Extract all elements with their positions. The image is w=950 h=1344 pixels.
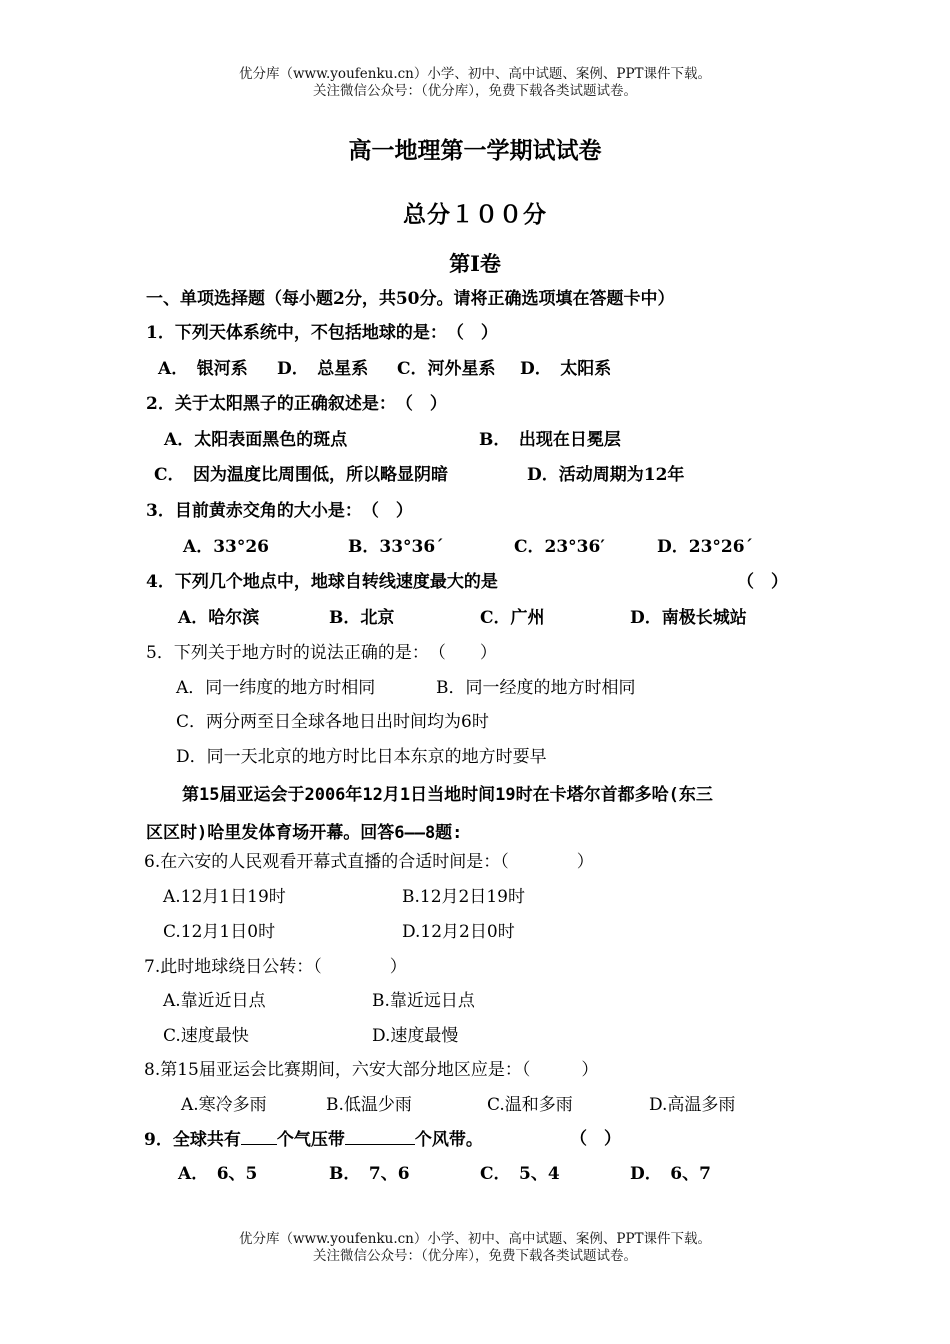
question-5-stem: 5．下列关于地方时的说法正确的是： （ ）: [146, 643, 497, 663]
q7-option-c: C.速度最快: [163, 1026, 249, 1046]
q9-option-c: C． 5、4: [480, 1164, 560, 1184]
exam-title: 高一地理第一学期试试卷: [348, 137, 602, 164]
q6-option-b: B.12月2日19时: [402, 887, 525, 907]
q8-option-b: B.低温少雨: [326, 1095, 412, 1115]
q1-option-d: D． 太阳系: [520, 359, 612, 379]
q8-option-d: D.高温多雨: [649, 1095, 736, 1115]
q6-option-a: A.12月1日19时: [163, 887, 286, 907]
q8-option-a: A.寒冷多雨: [181, 1095, 267, 1115]
volume-label: 第Ⅰ卷: [449, 251, 501, 276]
q9-blank-2: [345, 1128, 415, 1145]
q9-stem-part-2: 个气压带: [276, 1130, 345, 1150]
question-4-answer-paren: （ ）: [737, 572, 788, 592]
q1-option-b: D． 总星系: [277, 359, 369, 379]
q7-option-d: D.速度最慢: [372, 1026, 459, 1046]
q9-blank-1: [241, 1128, 277, 1145]
q6-option-d: D.12月2日0时: [402, 922, 515, 942]
q4-option-c: C．广州: [480, 608, 545, 628]
question-1-stem: 1．下列天体系统中，不包括地球的是： （ ）: [146, 323, 498, 343]
question-8-stem: 8.第15届亚运会比赛期间，六安大部分地区应是：（ ）: [144, 1060, 599, 1080]
q9-option-b: B． 7、6: [329, 1164, 410, 1184]
q5-option-b: B．同一经度的地方时相同: [436, 678, 636, 698]
header-line-1: 优分库（www.youfenku.cn）小学、初中、高中试题、案例、PPT课件下载。: [238, 66, 712, 82]
page-header: [0, 66, 950, 100]
q9-option-d: D． 6、7: [630, 1164, 711, 1184]
q5-option-a: A．同一纬度的地方时相同: [176, 678, 376, 698]
question-9-stem: [144, 1128, 483, 1151]
q1-option-c: C．河外星系: [397, 359, 496, 379]
q9-option-a: A． 6、5: [178, 1164, 258, 1184]
q2-option-c: C． 因为温度比周围低，所以略显阴暗: [154, 465, 449, 485]
question-9-answer-paren: （ ）: [570, 1129, 621, 1149]
q2-option-b: B． 出现在日冕层: [479, 430, 621, 450]
total-score: 总分１００分: [403, 201, 547, 228]
question-4-stem: 4．下列几个地点中，地球自转线速度最大的是: [146, 572, 498, 592]
footer-line-1: 优分库（www.youfenku.cn）小学、初中、高中试题、案例、PPT课件下载。: [238, 1231, 712, 1247]
footer-line-2: 关注微信公众号：（优分库），免费下载各类试题试卷。: [313, 1248, 637, 1264]
q9-stem-part-3: 个风带。: [414, 1130, 483, 1150]
q3-option-b: B．33°36´: [348, 537, 444, 557]
question-6-stem: 6.在六安的人民观看开幕式直播的合适时间是：（ ）: [144, 852, 594, 872]
passage-line-1: 第15届亚运会于2006年12月1日当地时间19时在卡塔尔首都多哈(东三: [182, 785, 713, 805]
q2-option-a: A．太阳表面黑色的斑点: [164, 430, 348, 450]
q1-option-a: A． 银河系: [158, 359, 248, 379]
q5-option-d: D．同一天北京的地方时比日本东京的地方时要早: [176, 747, 547, 767]
q2-option-d: D．活动周期为12年: [527, 465, 685, 485]
q3-option-d: D．23°26´: [657, 537, 754, 557]
q4-option-b: B．北京: [329, 608, 395, 628]
q4-option-a: A．哈尔滨: [178, 608, 260, 628]
question-7-stem: 7.此时地球绕日公转：（ ）: [144, 957, 407, 977]
passage-line-2: 区区时)哈里发体育场开幕。回答6——8题:: [146, 823, 463, 843]
q9-stem-part-1: 9．全球共有: [144, 1130, 241, 1150]
page-footer: [0, 1231, 950, 1265]
q7-option-a: A.靠近近日点: [163, 991, 266, 1011]
q6-option-c: C.12月1日0时: [163, 922, 276, 942]
q7-option-b: B.靠近远日点: [372, 991, 475, 1011]
q8-option-c: C.温和多雨: [487, 1095, 573, 1115]
question-3-stem: 3．目前黄赤交角的大小是： （ ）: [146, 501, 413, 521]
q3-option-c: C．23°36′: [514, 537, 605, 557]
section-heading: 一、单项选择题（每小题2分，共50分。请将正确选项填在答题卡中）: [146, 289, 675, 309]
header-line-2: 关注微信公众号：（优分库），免费下载各类试题试卷。: [313, 83, 637, 99]
question-2-stem: 2．关于太阳黑子的正确叙述是： （ ）: [146, 394, 447, 414]
q3-option-a: A．33°26: [183, 537, 270, 557]
q4-option-d: D．南极长城站: [630, 608, 747, 628]
q5-option-c: C．两分两至日全球各地日出时间均为6时: [176, 712, 489, 732]
